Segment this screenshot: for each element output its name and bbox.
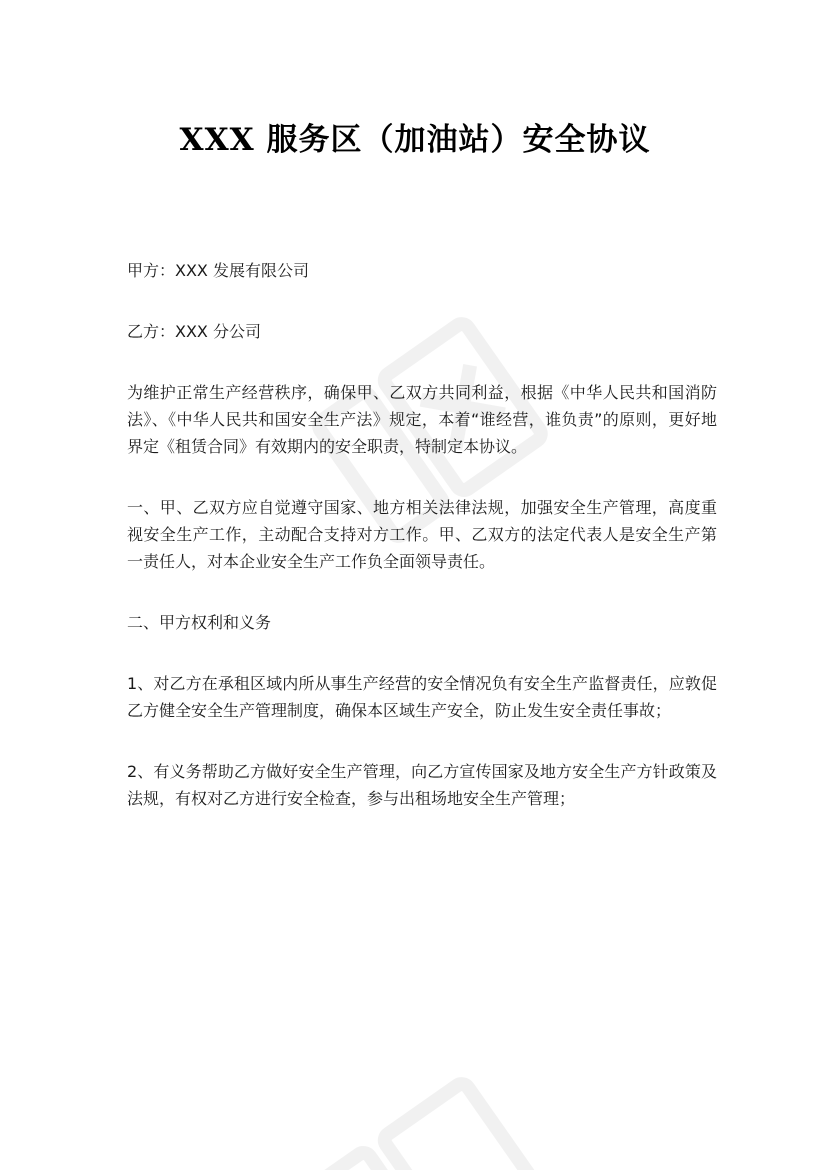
party-b-line: 乙方：XXX 分公司 [127,322,261,341]
clause-1-paragraph: 一、甲、乙双方应自觉遵守国家、地方相关法律法规，加强安全生产管理，高度重视安全生产工作，主动配合支持对方工作。甲、乙双方的法定代表人是安全生产第一责任人，对本企业安全生产工作负全面领导责任。 [127,498,717,571]
watermark-logo-icon-bottom [300,1060,560,1170]
party-a-line: 甲方：XXX 发展有限公司 [127,261,309,280]
document-body [127,257,717,812]
item-2-paragraph: 2、有义务帮助乙方做好安全生产管理，向乙方宣传国家及地方安全生产方针政策及法规，有权对乙方进行安全检查，参与出租场地安全生产管理； [127,762,717,808]
document-title: XXX 服务区（加油站）安全协议 [179,122,651,158]
item-1-paragraph: 1、对乙方在承租区域内所从事生产经营的安全情况负有安全生产监督责任，应敦促乙方健全安全生产管理制度，确保本区域生产安全，防止发生安全责任事故； [127,674,717,720]
preamble-paragraph: 为维护正常生产经营秩序，确保甲、乙双方共同利益，根据《中华人民共和国消防法》、《中华人民共和国安全生产法》规定，本着“谁经营，谁负责”的原则，更好地界定《租赁合同》有效期内的安全职责，特制定本协议。 [127,383,717,456]
clause-2-heading: 二、甲方权利和义务 [127,613,272,632]
